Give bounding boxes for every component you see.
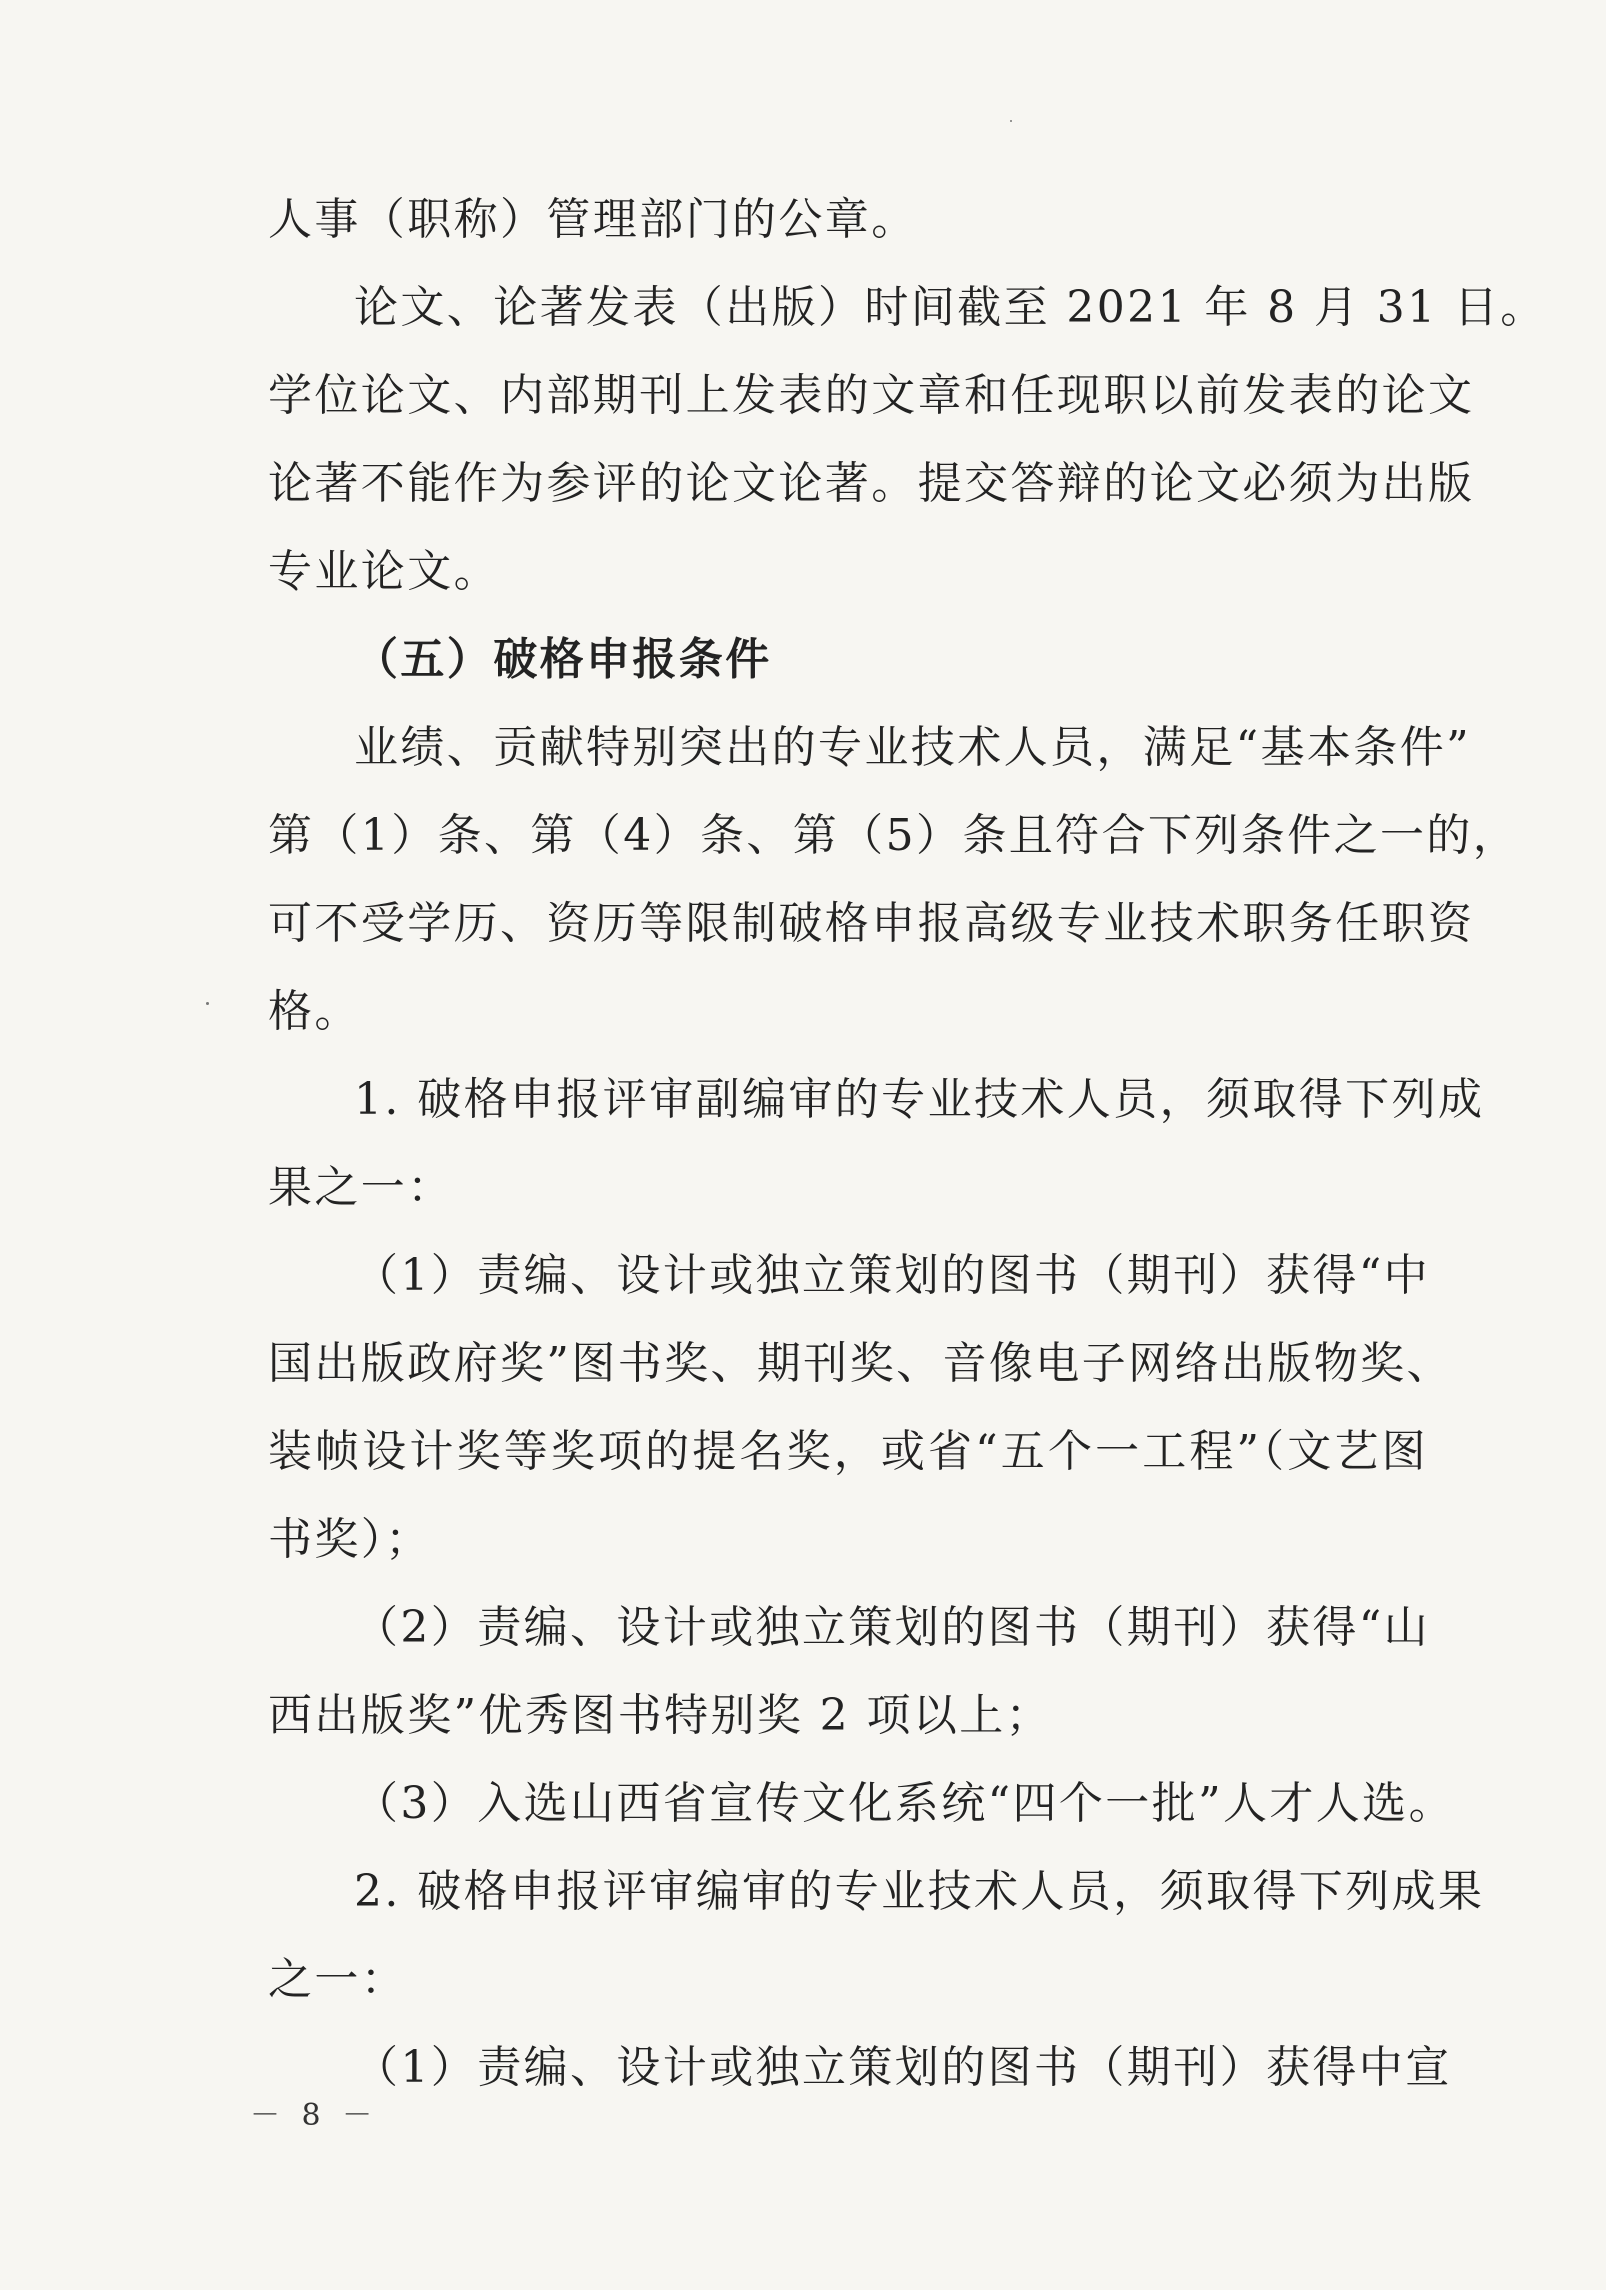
- text-line: 论文、论著发表（出版）时间截至 2021 年 8 月 31 日。: [354, 282, 1547, 333]
- text-line: （1）责编、设计或独立策划的图书（期刊）获得“中: [354, 1250, 1431, 1301]
- text-line: 格。: [268, 986, 361, 1037]
- text-line: （3）入选山西省宣传文化系统“四个一批”人才人选。: [354, 1778, 1455, 1829]
- page-number: － 8 －: [250, 2098, 379, 2133]
- scan-speck: [206, 1002, 209, 1005]
- text-line: 之一：: [268, 1954, 408, 2005]
- text-line: 西出版奖”优秀图书特别奖 2 项以上；: [268, 1690, 1053, 1741]
- text-line: 人事（职称）管理部门的公章。: [268, 194, 918, 245]
- text-line: 国出版政府奖”图书奖、期刊奖、音像电子网络出版物奖、: [268, 1338, 1453, 1389]
- text-line: （2）责编、设计或独立策划的图书（期刊）获得“山: [354, 1602, 1431, 1653]
- text-line: 装帧设计奖等奖项的提名奖，或省“五个一工程”（文艺图: [268, 1426, 1428, 1477]
- text-line: 第（1）条、第（4）条、第（5）条且符合下列条件之一的，: [268, 810, 1520, 861]
- text-line: 论著不能作为参评的论文论著。提交答辩的论文必须为出版: [268, 458, 1475, 509]
- text-line: 2. 破格申报评审编审的专业技术人员，须取得下列成果: [354, 1866, 1485, 1917]
- section-heading: （五）破格申报条件: [354, 634, 772, 685]
- text-line: 果之一：: [268, 1162, 454, 1213]
- text-line: 1. 破格申报评审副编审的专业技术人员，须取得下列成: [354, 1074, 1485, 1125]
- text-line: 学位论文、内部期刊上发表的文章和任现职以前发表的论文: [268, 370, 1475, 421]
- text-line: 专业论文。: [268, 546, 500, 597]
- text-line: （1）责编、设计或独立策划的图书（期刊）获得中宣: [354, 2042, 1452, 2093]
- text-line: 业绩、贡献特别突出的专业技术人员，满足“基本条件”: [354, 722, 1471, 773]
- text-line: 书奖）；: [268, 1514, 432, 1565]
- text-line: 可不受学历、资历等限制破格申报高级专业技术职务任职资: [268, 898, 1475, 949]
- scan-speck: [1010, 120, 1012, 122]
